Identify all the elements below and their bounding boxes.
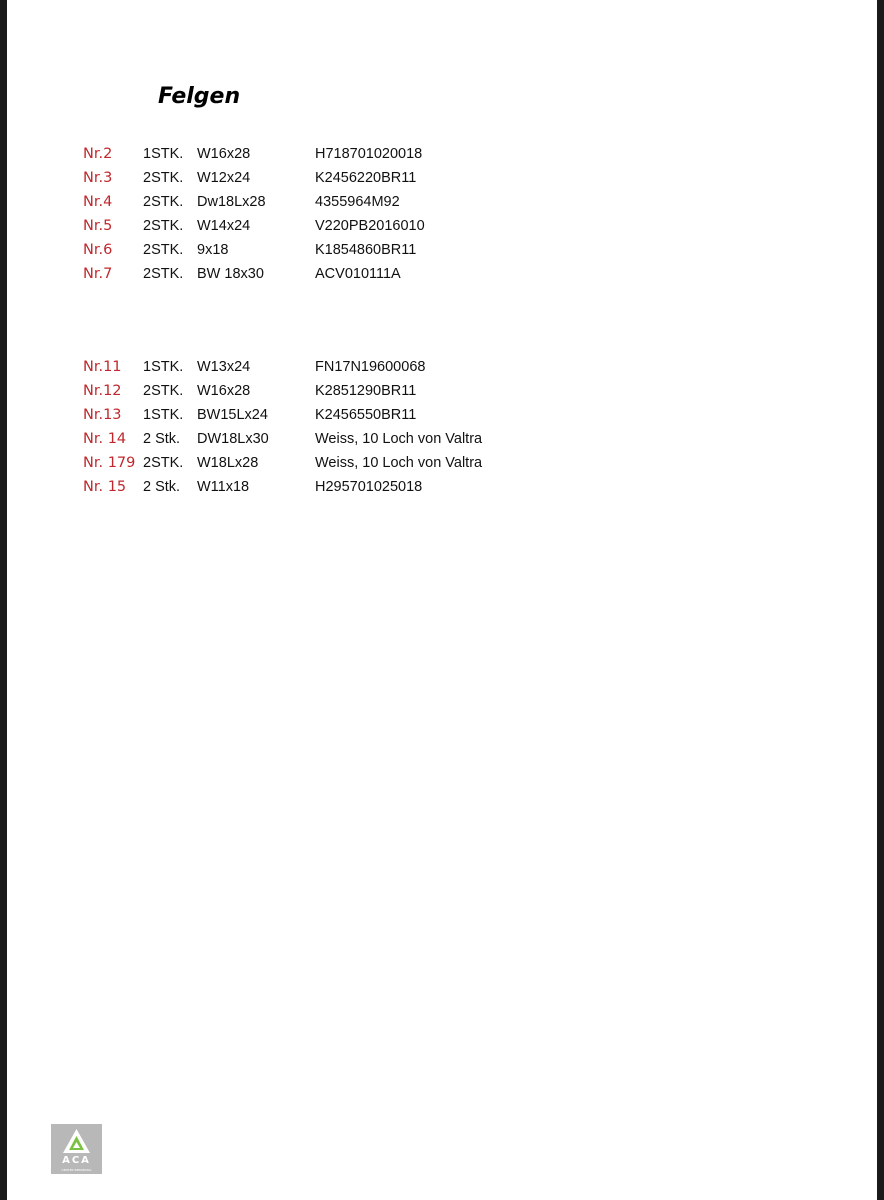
logo-text: ACA <box>62 1155 91 1166</box>
item-size: W13x24 <box>197 359 251 375</box>
item-size: W14x24 <box>197 218 251 234</box>
item-number: Nr.12 <box>83 383 122 399</box>
item-quantity: 1STK. <box>143 359 184 375</box>
item-quantity: 2STK. <box>143 455 184 471</box>
item-code: K2851290BR11 <box>315 383 417 399</box>
item-number: Nr. 14 <box>83 431 127 447</box>
item-quantity: 2STK. <box>143 170 184 186</box>
item-size: BW 18x30 <box>197 266 264 282</box>
item-code: H295701025018 <box>315 479 423 495</box>
item-size: W16x28 <box>197 383 251 399</box>
item-code: Weiss, 10 Loch von Valtra <box>315 455 483 471</box>
item-quantity: 2 Stk. <box>143 431 181 447</box>
item-code: H718701020018 <box>315 146 423 162</box>
item-size: W12x24 <box>197 170 251 186</box>
item-quantity: 2STK. <box>143 383 184 399</box>
item-size: DW18Lx30 <box>197 431 269 447</box>
item-code: Weiss, 10 Loch von Valtra <box>315 431 483 447</box>
logo-subtext: CENTER BERNBURG <box>61 1168 92 1172</box>
item-number: Nr. 179 <box>83 455 136 471</box>
item-size: Dw18Lx28 <box>197 194 266 210</box>
item-quantity: 2 Stk. <box>143 479 181 495</box>
item-number: Nr.13 <box>83 407 122 423</box>
item-code: ACV010111A <box>315 266 401 282</box>
item-quantity: 2STK. <box>143 242 184 258</box>
triangle-logo-icon <box>51 1124 102 1156</box>
page-title: Felgen <box>158 84 241 109</box>
item-size: W11x18 <box>197 479 250 495</box>
item-size: W16x28 <box>197 146 251 162</box>
item-code: 4355964M92 <box>315 194 400 210</box>
item-quantity: 2STK. <box>143 194 184 210</box>
item-quantity: 2STK. <box>143 218 184 234</box>
item-code: V220PB2016010 <box>315 218 425 234</box>
item-quantity: 1STK. <box>143 146 184 162</box>
item-code: FN17N19600068 <box>315 359 426 375</box>
document-page <box>7 0 877 1200</box>
item-number: Nr.7 <box>83 266 113 282</box>
item-code: K2456550BR11 <box>315 407 417 423</box>
item-number: Nr.2 <box>83 146 113 162</box>
company-logo <box>51 1124 102 1174</box>
item-size: BW15Lx24 <box>197 407 268 423</box>
item-number: Nr.3 <box>83 170 113 186</box>
item-number: Nr. 15 <box>83 479 127 495</box>
item-code: K2456220BR11 <box>315 170 417 186</box>
item-quantity: 1STK. <box>143 407 184 423</box>
item-size: W18Lx28 <box>197 455 259 471</box>
item-number: Nr.4 <box>83 194 113 210</box>
item-number: Nr.5 <box>83 218 113 234</box>
item-size: 9x18 <box>197 242 229 258</box>
item-number: Nr.11 <box>83 359 122 375</box>
item-code: K1854860BR11 <box>315 242 417 258</box>
item-quantity: 2STK. <box>143 266 184 282</box>
item-number: Nr.6 <box>83 242 113 258</box>
